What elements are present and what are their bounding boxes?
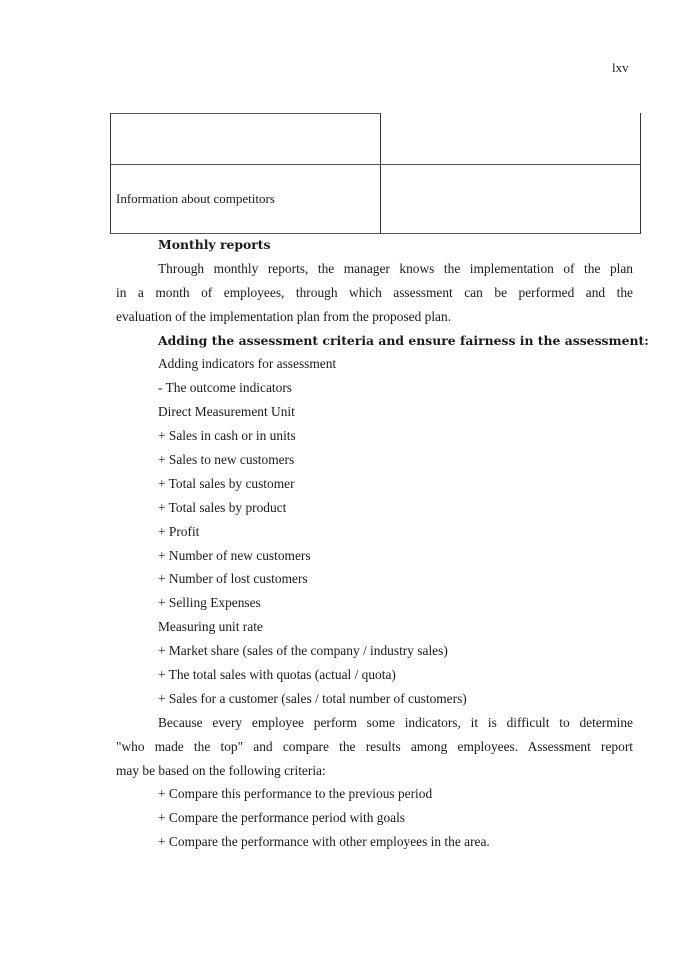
list-item: + Total sales by product — [158, 499, 287, 515]
competitor-info-table — [110, 113, 641, 234]
list-item: + Number of new customers — [158, 547, 311, 563]
paragraph-line: "who made the top" and compare the results among employees. Assessment report — [116, 738, 633, 754]
page-number: lxv — [612, 60, 629, 75]
list-item: + Sales in cash or in units — [158, 428, 296, 444]
list-item: + Sales for a customer (sales / total number of customers) — [158, 690, 467, 706]
list-item: + Market share (sales of the company / industry sales) — [158, 643, 448, 659]
text-line: Adding indicators for assessment — [158, 356, 337, 372]
heading-monthly-reports: Monthly reports — [158, 237, 271, 252]
list-item: + The total sales with quotas (actual / quota) — [158, 667, 396, 683]
list-item: + Selling Expenses — [158, 595, 261, 611]
paragraph-line: Because every employee perform some indicators, it is difficult to determine — [158, 714, 633, 730]
table-cell-r1-c2 — [380, 113, 641, 165]
list-item: + Compare this performance to the previous period — [158, 786, 433, 802]
list-item: + Profit — [158, 523, 200, 539]
subheading-direct-unit: Direct Measurement Unit — [158, 404, 295, 420]
list-item: + Compare the performance with other employees in the area. — [158, 834, 490, 850]
paragraph-line: Through monthly reports, the manager knows the implementation of the plan — [158, 260, 633, 276]
table-cell-r1-c1 — [110, 113, 381, 165]
paragraph-line: may be based on the following criteria: — [116, 762, 326, 778]
list-item: + Number of lost customers — [158, 571, 308, 587]
heading-assessment-criteria: Adding the assessment criteria and ensure fairness in the assessment: — [158, 332, 649, 348]
paragraph-line: in a month of employees, through which assessment can be performed and the — [116, 284, 633, 300]
subheading-unit-rate: Measuring unit rate — [158, 619, 263, 635]
table-cell-text: Information about competitors — [116, 191, 275, 206]
document-body — [116, 233, 649, 854]
table-cell-r2-c2 — [380, 164, 641, 234]
list-item: + Total sales by customer — [158, 475, 295, 491]
list-item: + Sales to new customers — [158, 452, 295, 468]
paragraph-line: evaluation of the implementation plan from the proposed plan. — [116, 308, 452, 324]
table-cell-r2-c1 — [110, 164, 381, 234]
text-line: - The outcome indicators — [158, 380, 292, 396]
list-item: + Compare the performance period with goals — [158, 810, 406, 826]
